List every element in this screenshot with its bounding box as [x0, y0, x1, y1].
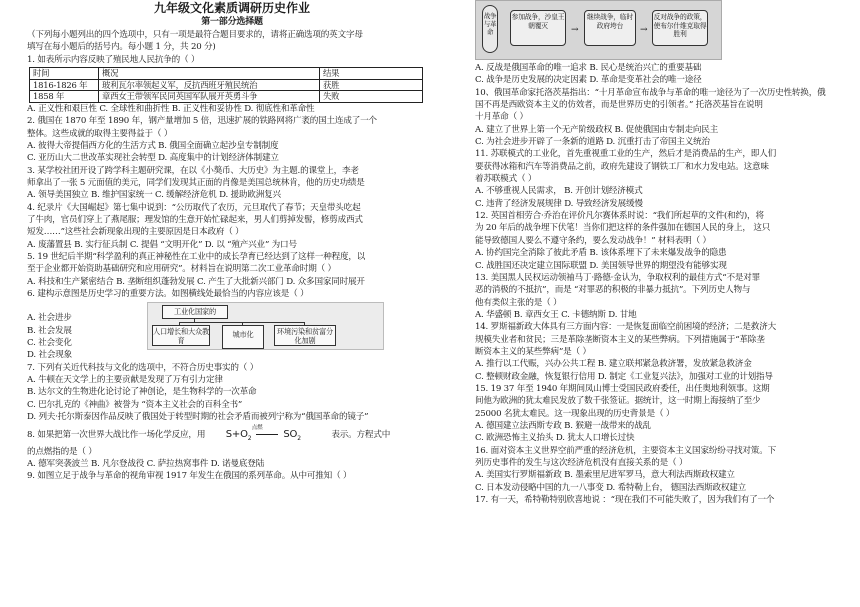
- figure-box: 反对战争的政策，使布尔什维克取得胜利: [652, 10, 708, 46]
- text-line: 17. 有一天，希特勒特别欣喜地说 ：“现在我们不可能失败了，因为我们有了一个: [475, 495, 775, 506]
- text-line: 规模失业者和贫民；三是革除垄断资本主义的某些弊病。下列措施属于“革除垄: [475, 334, 765, 345]
- option-line: C. 社会变化: [27, 338, 72, 348]
- text-line: 能导致德国人要么不遵守条约，要么发动战争！” 材料表明（ ）: [475, 235, 711, 246]
- text-line: A. 废藩置县 B. 实行征兵制 C. 提倡 “文明开化” D. 以 “殖产兴业” 为口号: [27, 239, 297, 250]
- text-line: 短发……”这些社会新现象出现的主要原因是日本政府（ ）: [27, 227, 244, 238]
- table-cell: 玻利瓦尔率领起义军，反抗西班牙殖民统治: [99, 79, 320, 91]
- text-line: 了牛肉，官员们穿上了燕尾服；理发馆的生意开始忙碌起来，男人们剪掉发髻，修剪成西式: [27, 214, 363, 225]
- text-line: 间他为欧洲的犹太难民发放了数千张签证。据统计，这一时期上海接纳了至少: [475, 396, 761, 407]
- table-cell: 获胜: [320, 79, 423, 91]
- text-line: 国不再是西欧资本主义的仿效者，而是世界历史的引领者。” 托洛茨基旨在说明: [475, 100, 763, 111]
- diagram-child-box: 人口增长和大众教育: [153, 327, 209, 346]
- text-line: 的点燃指的是（ ）: [27, 446, 97, 457]
- text-line: 14. 罗斯福新政大体具有三方面内容：一是恢复面临空前困境的经济；二是救济大: [475, 322, 776, 333]
- text-line: D. 列夫·托尔斯泰因作品反映了俄国处于转型时期的社会矛盾而被列宁称为“俄国革命的镜子”: [27, 412, 369, 423]
- table-cell: 概况: [99, 68, 320, 80]
- text-line: 3. 某学校社团开设了跨学科主题研究课，在以《小獒币、大历史》为主题.的课堂上，李老: [27, 165, 359, 176]
- question-8-line: [27, 425, 437, 445]
- text-line: A. 彼得大帝提倡西方化的生活方式 B. 俄国全面确立起沙皇专制制度: [27, 140, 279, 151]
- equation-right: SO: [283, 429, 298, 441]
- text-line: 师拿出了一张 5 元面值的美元，同学们发现其正面的肖像是美国总统林肯，他的历史功绩是: [27, 177, 365, 188]
- text-line: 9. 如图立足于战争与革命的视角审视 1917 年发生在俄国的系列革命。从中可推知（ ）: [27, 471, 352, 482]
- text-line: A. 牛顿在天文学上的主要贡献是发现了万有引力定律: [27, 375, 223, 386]
- figure-side-label: 战争与革命: [482, 5, 498, 53]
- question-8-text: 8. 如果把第一次世界大战比作一场化学反应，用: [27, 430, 206, 441]
- table-header-row: [30, 68, 423, 80]
- table-cell: 1858 年: [30, 91, 99, 103]
- equation-left: S+O: [225, 429, 248, 441]
- diagram-root-box: 工业化国家的: [162, 305, 228, 319]
- table-row: [30, 91, 423, 103]
- table-row: [30, 79, 423, 91]
- text-line: 5. 19 世纪后半期“科学盈利的真正神秘性在工业中的成长孕育已经达到了这样一种程度，以: [27, 251, 366, 262]
- text-line: C. 违背了经济发展规律 D. 导致经济发展缓慢: [475, 198, 643, 209]
- text-line: 7. 下列有关近代科技与文化的选项中，不符合历史事实的（ ）: [27, 362, 259, 373]
- text-line: 10、俄国革命家托洛茨基指出：“十月革命宣布战争与革命的唯一途径为了一次历史性转换，俄: [475, 87, 826, 98]
- text-line: A. 协约国完全消除了彼此矛盾 B. 该体系埋下了未来爆发战争的隐患: [475, 248, 727, 259]
- text-line: C. 战胜国还决定建立国际联盟 D. 美国领导世界的期望没有能够实现: [475, 260, 727, 271]
- section-subtitle: 第一部分选择题: [201, 17, 263, 27]
- right-column: [475, 0, 860, 506]
- chemical-equation: $S+O_2$ 点燃 $SO_2$: [226, 429, 301, 445]
- text-line: C. 战争是历史发展的决定因素 D. 革命是变革社会的唯一途径: [475, 75, 702, 86]
- text-line: 4. 纪录片《大国崛起》第七集中说到：“公历取代了农历，元旦取代了春节；天皇带头吃起: [27, 202, 361, 213]
- diagram-child-box: 环境污染和贫富分化加剧: [274, 325, 336, 346]
- text-line: 列历史事件的发生与这次经济危机没有直接关系的是（ ）: [475, 458, 688, 468]
- text-line: C. 欧洲恐怖主义抬头 D. 犹太人口增长过快: [475, 433, 635, 444]
- text-line: A. 德国建立法西斯专政 B. 猴避一战带来的战乱: [475, 420, 651, 431]
- text-line: C. 日本发动侵略中国的九一八事变 D. 希特勒上台， 德国法西斯政权建立: [475, 482, 747, 493]
- diagram-figure: [147, 302, 384, 350]
- text-line: A. 美国实行罗斯福新政 B. 墨索里尼进军罗马，意大利法西斯政权建立: [475, 470, 735, 481]
- left-column: [27, 0, 437, 483]
- question-line: 1. 如表所示内容反映了殖民地人民抗争的（ ）: [27, 54, 200, 65]
- revolution-figure: [475, 0, 722, 60]
- text-line: 要获得冰箱和汽车等消费品之前，政府先建设了钢铁工厂和水力发电站。这意味: [475, 161, 769, 172]
- table-cell: 章西女王带领军民同英国军队展开英勇斗争: [99, 91, 320, 103]
- text-line: 15. 19 37 年至 1940 年期间凤山博士受国民政府委任，出任奥地利领事。这期: [475, 383, 770, 394]
- text-line: 断资本主义的某些弊病”是（ ）: [475, 346, 591, 357]
- text-line: 整体。这些成就的取得主要得益于（ ）: [27, 128, 173, 139]
- arrow-right-icon: →: [640, 25, 648, 35]
- text-line: 11. 苏联模式的工业化，首先重视重工业的生产，然后才是消费品的生产，即人们: [475, 149, 776, 160]
- text-line: C. 巴尔扎克的《神曲》被誉为 “资本主义社会的百科全书”: [27, 399, 243, 410]
- text-line: A. 华盛顿 B. 章西女王 C. 卡德纳斯 D. 甘地: [475, 309, 637, 320]
- text-line: A. 正义性和艰巨性 C. 全球性和曲折性 B. 正义性和妥协性 D. 彻底性和革命性: [27, 103, 315, 114]
- text-line: C. 为社会进步开辟了一条新的道路 D. 沉重打击了帝国主义统治: [475, 137, 710, 148]
- text-line: 着苏联模式（ ）: [475, 174, 537, 185]
- text-line: 恶的消极的不抵抗”，而是 “对罪恶的积极的非暴力抵抗”。下列历史人物与: [475, 285, 751, 296]
- arrow-right-icon: →: [571, 25, 579, 35]
- text-line: 十月革命（ ）: [475, 112, 528, 123]
- text-line: 25000 名犹太难民。这一现象出现的历史背景是（ ）: [475, 408, 675, 419]
- text-line: 2. 俄国在 1870 年至 1890 年，钢产量增加 5 倍，迅速扩展的铁路网将广袤的国土连成了一个: [27, 116, 377, 127]
- text-line: 为 20 年后的战争埋下伏笔！当你们把这样的条件强加在德国人民的身上， 这只: [475, 223, 771, 234]
- text-line: A. 科技和生产紧密结合 B. 垄断组织蓬勃发展 C. 产生了大批新兴部门 D. 众多国家同时展开: [27, 276, 365, 287]
- option-line: D. 社会现象: [27, 350, 73, 361]
- text-line: A. 推行以工代赈，兴办公共工程 B. 建立联邦紧急救济署，发放紧急救济金: [475, 359, 752, 370]
- figure-box: 继续战争，临时政府垮台: [584, 10, 636, 46]
- text-line: A. 德军突袭波兰 B. 凡尔登战役 C. 萨拉热窝事件 D. 诺曼底登陆: [27, 459, 265, 470]
- table-cell: 1816-1826 年: [30, 79, 99, 91]
- text-line: （下列每小题列出的四个选项中，只有一项是最符合题目要求的，请将正确选项的英文字母: [27, 30, 363, 40]
- table-cell: 结果: [320, 68, 423, 80]
- text-line: A. 不够重视人民需求， B. 开创计划经济模式: [475, 186, 643, 197]
- text-line: 12. 英国首相劳合·乔治在评价凡尔赛体系时说：“我们所起草的文件(和约)，将: [475, 211, 764, 222]
- text-line: C. 亚历山大二世改革实现社会转型 D. 高度集中的计划经济体制建立: [27, 153, 279, 164]
- table-cell: 失败: [320, 91, 423, 103]
- question-6-block: [27, 300, 437, 361]
- text-line: A. 建立了世界上第一个无产阶级政权 B. 促使俄国由专制走向民主: [475, 124, 719, 135]
- diagram-child-box: 城市化: [222, 325, 264, 349]
- text-line: 至于企业都开始资助基础研究和应用研究”。材料旨在说明第二次工业革命时期（ ）: [27, 264, 336, 275]
- question-6-options: [27, 300, 147, 361]
- text-line: 填写在每小题后的括号内。每小题 1 分，共 20 分): [27, 42, 216, 53]
- figure-box: 参加战争，沙皇王朝覆灭: [510, 10, 566, 46]
- text-line: B. 达尔文的生物进化论讨论了神创论，是生物科学的一次革命: [27, 387, 257, 398]
- text-line: A. 反战是俄国革命的唯一追求 B. 民心是统治兴亡的重要基础: [475, 63, 702, 73]
- text-line: C. 整顿财政金融，恢复银行信用 D. 制定《工业复兴法》，加强对工业的计划指导: [475, 371, 773, 382]
- table-cell: 时间: [30, 68, 99, 80]
- text-line: 他有类似主张的是（ ）: [475, 297, 562, 308]
- question-8-text-end: 表示。方程式中: [331, 430, 391, 441]
- text-line: 16. 面对资本主义世界空前严重的经济危机，主要资本主义国家纷纷寻找对策。下: [475, 445, 776, 456]
- page-title: 九年级文化素质调研历史作业: [153, 1, 310, 15]
- text-line: A. 领导美国独立 B. 维护国家统一 C. 缓解经济危机 D. 援助欧洲复兴: [27, 190, 281, 201]
- history-table: [29, 67, 423, 103]
- equation-condition: 点燃: [251, 425, 263, 432]
- text-line: 6. 建构示意图是历史学习的重要方法。如图横线处最恰当的内容应该是（ ）: [27, 288, 309, 299]
- option-line: B. 社会发展: [27, 325, 72, 336]
- option-line: A. 社会进步: [27, 313, 72, 324]
- text-line: 13. 美国黑人民权运动领袖马丁·路德·金认为，争取权利的最佳方式“不是对罪: [475, 272, 761, 283]
